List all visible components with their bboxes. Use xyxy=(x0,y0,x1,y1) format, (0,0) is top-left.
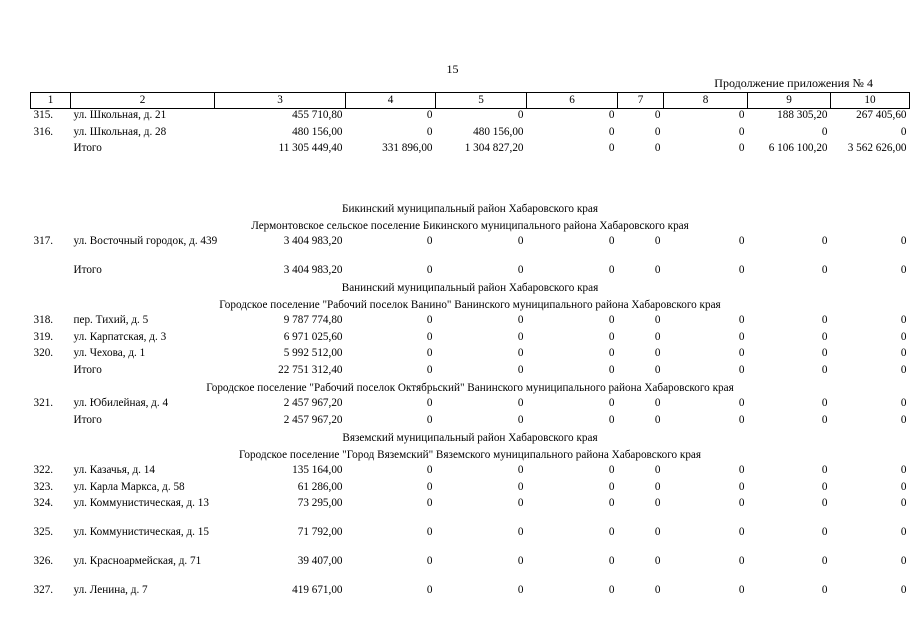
value-cell: 0 xyxy=(900,480,907,493)
value-cell: 0 xyxy=(517,314,524,326)
value-cell: 0 xyxy=(900,526,907,538)
address-cell: ул. Ленина, д. 7 xyxy=(73,584,148,596)
row-number xyxy=(31,364,71,381)
value-cell: 0 xyxy=(426,125,433,138)
value-cell: 0 xyxy=(821,125,828,138)
value-cell: 0 xyxy=(426,464,433,476)
value-cell: 0 xyxy=(654,314,661,326)
value-cell: 0 xyxy=(517,330,524,343)
value-cell: 0 xyxy=(654,142,661,154)
row-number: 315. xyxy=(33,109,54,121)
value-cell: 0 xyxy=(900,413,907,426)
table-row xyxy=(31,584,910,601)
value-cell: 0 xyxy=(900,397,907,409)
section-title: Городское поселение "Рабочий поселок Октябрьский" Ванинского муниципального района Хабаровского края xyxy=(206,382,734,394)
value-cell: 0 xyxy=(517,363,524,376)
address-cell: ул. Восточный городок, д. 439 xyxy=(73,234,218,247)
section-title-row xyxy=(31,380,910,397)
column-header: 1 xyxy=(31,93,71,109)
table-row xyxy=(31,347,910,364)
value-cell: 0 xyxy=(821,234,828,247)
value-cell: 0 xyxy=(426,314,433,326)
value-cell: 0 xyxy=(426,526,433,538)
value-cell: 0 xyxy=(608,314,615,326)
value-cell: 0 xyxy=(608,347,615,359)
row-number: 320. xyxy=(33,347,54,359)
value-cell: 0 xyxy=(738,125,745,138)
value-cell: 0 xyxy=(608,526,615,538)
value-cell: 0 xyxy=(608,263,615,276)
value-cell: 0 xyxy=(608,330,615,343)
column-header: 7 xyxy=(618,93,664,109)
value-cell: 0 xyxy=(821,363,828,376)
address-cell: Итого xyxy=(73,263,102,276)
value-cell: 0 xyxy=(900,234,907,247)
value-cell: 0 xyxy=(426,109,433,121)
value-cell: 0 xyxy=(654,263,661,276)
value-cell: 0 xyxy=(426,480,433,493)
value-cell: 0 xyxy=(608,464,615,476)
row-number: 324. xyxy=(33,497,54,509)
address-cell: ул. Коммунистическая, д. 15 xyxy=(73,526,209,538)
address-cell: Итого xyxy=(73,413,102,426)
table-row xyxy=(31,555,910,584)
column-header: 5 xyxy=(436,93,527,109)
row-number: 319. xyxy=(33,330,54,343)
section-title-row xyxy=(31,201,910,218)
value-cell: 0 xyxy=(821,397,828,409)
row-number: 317. xyxy=(33,234,54,247)
address-cell: ул. Коммунистическая, д. 13 xyxy=(73,497,209,509)
value-cell: 0 xyxy=(608,142,615,154)
value-cell: 0 xyxy=(517,234,524,247)
row-number xyxy=(31,414,71,431)
spacer-row xyxy=(31,159,910,201)
value-cell: 135 164,00 xyxy=(292,464,343,476)
value-cell: 0 xyxy=(900,263,907,276)
value-cell: 0 xyxy=(426,263,433,276)
value-cell: 0 xyxy=(900,555,907,567)
column-header: 6 xyxy=(527,93,618,109)
value-cell: 188 305,20 xyxy=(777,109,828,121)
value-cell: 6 106 100,20 xyxy=(768,142,828,154)
value-cell: 0 xyxy=(738,142,745,154)
value-cell: 0 xyxy=(900,497,907,509)
address-cell: ул. Чехова, д. 1 xyxy=(73,347,146,359)
value-cell: 0 xyxy=(608,584,615,596)
value-cell: 0 xyxy=(426,347,433,359)
value-cell: 0 xyxy=(608,413,615,426)
table-row xyxy=(31,331,910,348)
section-title: Бикинский муниципальный район Хабаровского края xyxy=(342,202,598,215)
value-cell: 0 xyxy=(654,234,661,247)
value-cell: 6 971 025,60 xyxy=(283,330,343,343)
value-cell: 0 xyxy=(654,584,661,596)
value-cell: 0 xyxy=(821,480,828,493)
value-cell: 0 xyxy=(654,413,661,426)
section-title: Городское поселение "Рабочий поселок Ванино" Ванинского муниципального района Хабаровского края xyxy=(219,299,721,311)
value-cell: 0 xyxy=(608,234,615,247)
value-cell: 0 xyxy=(654,347,661,359)
value-cell: 3 562 626,00 xyxy=(847,142,907,154)
total-row xyxy=(31,142,910,159)
value-cell: 2 457 967,20 xyxy=(283,413,343,426)
address-cell: ул. Карпатская, д. 3 xyxy=(73,330,167,343)
section-title-row xyxy=(31,447,910,464)
value-cell: 3 404 983,20 xyxy=(283,234,343,247)
value-cell: 0 xyxy=(821,330,828,343)
total-row xyxy=(31,414,910,431)
value-cell: 0 xyxy=(654,497,661,509)
value-cell: 0 xyxy=(426,584,433,596)
value-cell: 0 xyxy=(654,363,661,376)
value-cell: 0 xyxy=(821,263,828,276)
row-number: 316. xyxy=(33,125,54,138)
section-title-row xyxy=(31,297,910,314)
value-cell: 0 xyxy=(517,263,524,276)
value-cell: 0 xyxy=(654,330,661,343)
value-cell: 0 xyxy=(426,397,433,409)
value-cell: 0 xyxy=(654,397,661,409)
value-cell: 0 xyxy=(821,347,828,359)
value-cell: 0 xyxy=(517,480,524,493)
value-cell: 0 xyxy=(654,526,661,538)
value-cell: 1 304 827,20 xyxy=(464,142,524,154)
value-cell: 0 xyxy=(821,413,828,426)
appendix-table xyxy=(30,92,910,601)
row-number xyxy=(31,142,71,159)
value-cell: 71 792,00 xyxy=(297,526,343,538)
table-header-row xyxy=(31,93,910,109)
value-cell: 0 xyxy=(426,330,433,343)
value-cell: 0 xyxy=(738,413,745,426)
table-row xyxy=(31,314,910,331)
value-cell: 331 896,00 xyxy=(382,142,433,154)
value-cell: 0 xyxy=(608,125,615,138)
row-number: 318. xyxy=(33,314,54,326)
section-title-row xyxy=(31,430,910,447)
value-cell: 0 xyxy=(738,330,745,343)
value-cell: 0 xyxy=(738,234,745,247)
table-row xyxy=(31,497,910,526)
table-row xyxy=(31,464,910,481)
value-cell: 73 295,00 xyxy=(297,497,343,509)
value-cell: 0 xyxy=(738,363,745,376)
value-cell: 9 787 774,80 xyxy=(283,314,343,326)
value-cell: 0 xyxy=(517,413,524,426)
value-cell: 480 156,00 xyxy=(292,125,343,138)
value-cell: 455 710,80 xyxy=(292,109,343,121)
section-title: Вяземский муниципальный район Хабаровского края xyxy=(342,432,598,444)
value-cell: 480 156,00 xyxy=(473,125,524,138)
value-cell: 0 xyxy=(821,555,828,567)
row-number xyxy=(31,264,71,281)
address-cell: Итого xyxy=(73,363,102,376)
value-cell: 0 xyxy=(517,497,524,509)
value-cell: 0 xyxy=(738,263,745,276)
value-cell: 0 xyxy=(738,584,745,596)
value-cell: 0 xyxy=(900,464,907,476)
table-row xyxy=(31,109,910,126)
value-cell: 0 xyxy=(517,109,524,121)
value-cell: 39 407,00 xyxy=(297,555,343,567)
section-title: Городское поселение "Город Вяземский" Вяземского муниципального района Хабаровского края xyxy=(238,449,702,461)
value-cell: 0 xyxy=(517,347,524,359)
value-cell: 0 xyxy=(654,480,661,493)
address-cell: ул. Казачья, д. 14 xyxy=(73,464,155,476)
section-title: Лермонтовское сельское поселение Бикинского муниципального района Хабаровского края xyxy=(251,219,689,232)
value-cell: 0 xyxy=(608,363,615,376)
section-title-row xyxy=(31,218,910,235)
value-cell: 0 xyxy=(654,464,661,476)
column-header: 10 xyxy=(831,93,910,109)
value-cell: 0 xyxy=(738,555,745,567)
section-title: Ванинский муниципальный район Хабаровского края xyxy=(341,282,599,294)
spacer-cell xyxy=(31,159,910,201)
value-cell: 0 xyxy=(900,330,907,343)
row-number: 327. xyxy=(33,584,54,596)
value-cell: 0 xyxy=(738,397,745,409)
value-cell: 0 xyxy=(738,347,745,359)
address-cell: ул. Юбилейная, д. 4 xyxy=(73,397,169,409)
value-cell: 0 xyxy=(821,464,828,476)
value-cell: 0 xyxy=(821,526,828,538)
value-cell: 0 xyxy=(654,125,661,138)
value-cell: 0 xyxy=(900,363,907,376)
table-row xyxy=(31,481,910,498)
row-number: 323. xyxy=(33,480,54,493)
value-cell: 0 xyxy=(738,497,745,509)
value-cell: 0 xyxy=(738,314,745,326)
value-cell: 0 xyxy=(821,584,828,596)
value-cell: 0 xyxy=(517,555,524,567)
value-cell: 0 xyxy=(426,497,433,509)
column-header: 3 xyxy=(215,93,346,109)
value-cell: 0 xyxy=(654,555,661,567)
value-cell: 0 xyxy=(608,555,615,567)
value-cell: 267 405,60 xyxy=(856,109,907,121)
section-title-row xyxy=(31,280,910,297)
value-cell: 0 xyxy=(900,584,907,596)
total-row xyxy=(31,264,910,281)
value-cell: 3 404 983,20 xyxy=(283,263,343,276)
value-cell: 0 xyxy=(900,347,907,359)
table-row xyxy=(31,397,910,414)
value-cell: 0 xyxy=(426,413,433,426)
value-cell: 0 xyxy=(426,363,433,376)
value-cell: 0 xyxy=(738,480,745,493)
value-cell: 0 xyxy=(738,464,745,476)
address-cell: ул. Школьная, д. 28 xyxy=(73,125,167,138)
address-cell: ул. Красноармейская, д. 71 xyxy=(73,555,202,567)
value-cell: 0 xyxy=(738,526,745,538)
value-cell: 0 xyxy=(517,397,524,409)
value-cell: 0 xyxy=(608,397,615,409)
value-cell: 0 xyxy=(654,109,661,121)
value-cell: 0 xyxy=(900,314,907,326)
value-cell: 0 xyxy=(821,314,828,326)
row-number: 321. xyxy=(33,397,54,409)
address-cell: пер. Тихий, д. 5 xyxy=(73,314,149,326)
value-cell: 0 xyxy=(821,497,828,509)
value-cell: 0 xyxy=(517,584,524,596)
address-cell: Итого xyxy=(73,142,102,154)
value-cell: 5 992 512,00 xyxy=(283,347,343,359)
value-cell: 0 xyxy=(608,497,615,509)
column-header: 2 xyxy=(71,93,215,109)
column-header: 4 xyxy=(346,93,436,109)
row-number: 326. xyxy=(33,555,54,567)
value-cell: 0 xyxy=(517,526,524,538)
value-cell: 0 xyxy=(608,480,615,493)
value-cell: 419 671,00 xyxy=(292,584,343,596)
column-header: 9 xyxy=(748,93,831,109)
value-cell: 0 xyxy=(738,109,745,121)
address-cell: ул. Школьная, д. 21 xyxy=(73,109,167,121)
table-row xyxy=(31,235,910,264)
table-row xyxy=(31,126,910,143)
row-number: 322. xyxy=(33,464,54,476)
address-cell: ул. Карла Маркса, д. 58 xyxy=(73,480,185,493)
table-row xyxy=(31,526,910,555)
value-cell: 0 xyxy=(517,464,524,476)
value-cell: 11 305 449,40 xyxy=(278,142,343,154)
row-number: 325. xyxy=(33,526,54,538)
value-cell: 0 xyxy=(900,125,907,138)
value-cell: 22 751 312,40 xyxy=(278,363,343,376)
total-row xyxy=(31,364,910,381)
value-cell: 0 xyxy=(426,234,433,247)
column-header: 8 xyxy=(664,93,748,109)
value-cell: 2 457 967,20 xyxy=(283,397,343,409)
appendix-continuation-label: Продолжение приложения № 4 xyxy=(714,76,873,90)
value-cell: 0 xyxy=(426,555,433,567)
value-cell: 0 xyxy=(608,109,615,121)
value-cell: 61 286,00 xyxy=(297,480,343,493)
page-number: 15 xyxy=(446,62,459,76)
